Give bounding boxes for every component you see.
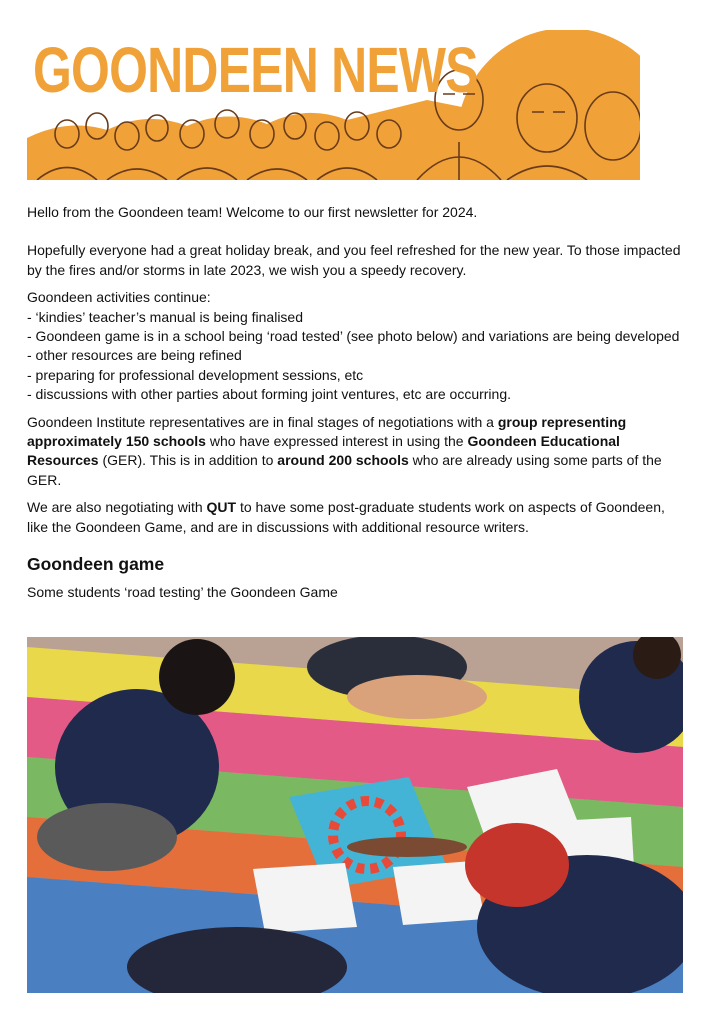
emphasis-text: group representing approximately 150 schools (27, 413, 627, 450)
emphasis-text: Goondeen Educational Resources (27, 433, 620, 469)
activities-list (27, 288, 687, 404)
list-item: - discussions with other parties about forming joint ventures, etc are occurring. (27, 386, 512, 403)
negotiations-paragraph: Goondeen Institute representatives are in final stages of negotiations with a group representing approximately 150 schools who have expressed interest in using the Goondeen Educational Resources (GER). This is in addition to around 200 schools who are already using some parts of the GER. (27, 413, 662, 488)
newsletter-body (27, 203, 687, 611)
photo-caption: Some students ‘road testing’ the Goondeen Game (27, 584, 338, 601)
greeting-text: Hello from the Goondeen team! Welcome to our first newsletter for 2024. (27, 204, 478, 220)
list-item: - preparing for professional development sessions, etc (27, 366, 364, 383)
students-playing-illustration (27, 637, 683, 993)
emphasis-text: around 200 schools (277, 452, 409, 469)
list-item: - ‘kindies’ teacher’s manual is being finalised (27, 308, 304, 325)
game-photo (27, 637, 683, 993)
masthead-title: GOONDEEN NEWS (33, 34, 478, 106)
list-item: - Goondeen game is in a school being ‘road tested’ (see photo below) and variations are being developed (27, 328, 680, 345)
intro-paragraph: Hopefully everyone had a great holiday break, and you feel refreshed for the new year. To those impacted by the fires and/or storms in late 2023, we wish you a speedy recovery. (27, 242, 681, 278)
masthead-banner (27, 30, 640, 180)
list-item: - other resources are being refined (27, 347, 242, 364)
qut-paragraph: We are also negotiating with QUT to have some post-graduate students work on aspects of Goondeen, like the Goondeen Game, and are in discussions with additional resource writers. (27, 499, 665, 535)
emphasis-text: QUT (206, 499, 237, 516)
section-heading: Goondeen game (27, 554, 165, 575)
activities-heading: Goondeen activities continue: (27, 289, 211, 306)
